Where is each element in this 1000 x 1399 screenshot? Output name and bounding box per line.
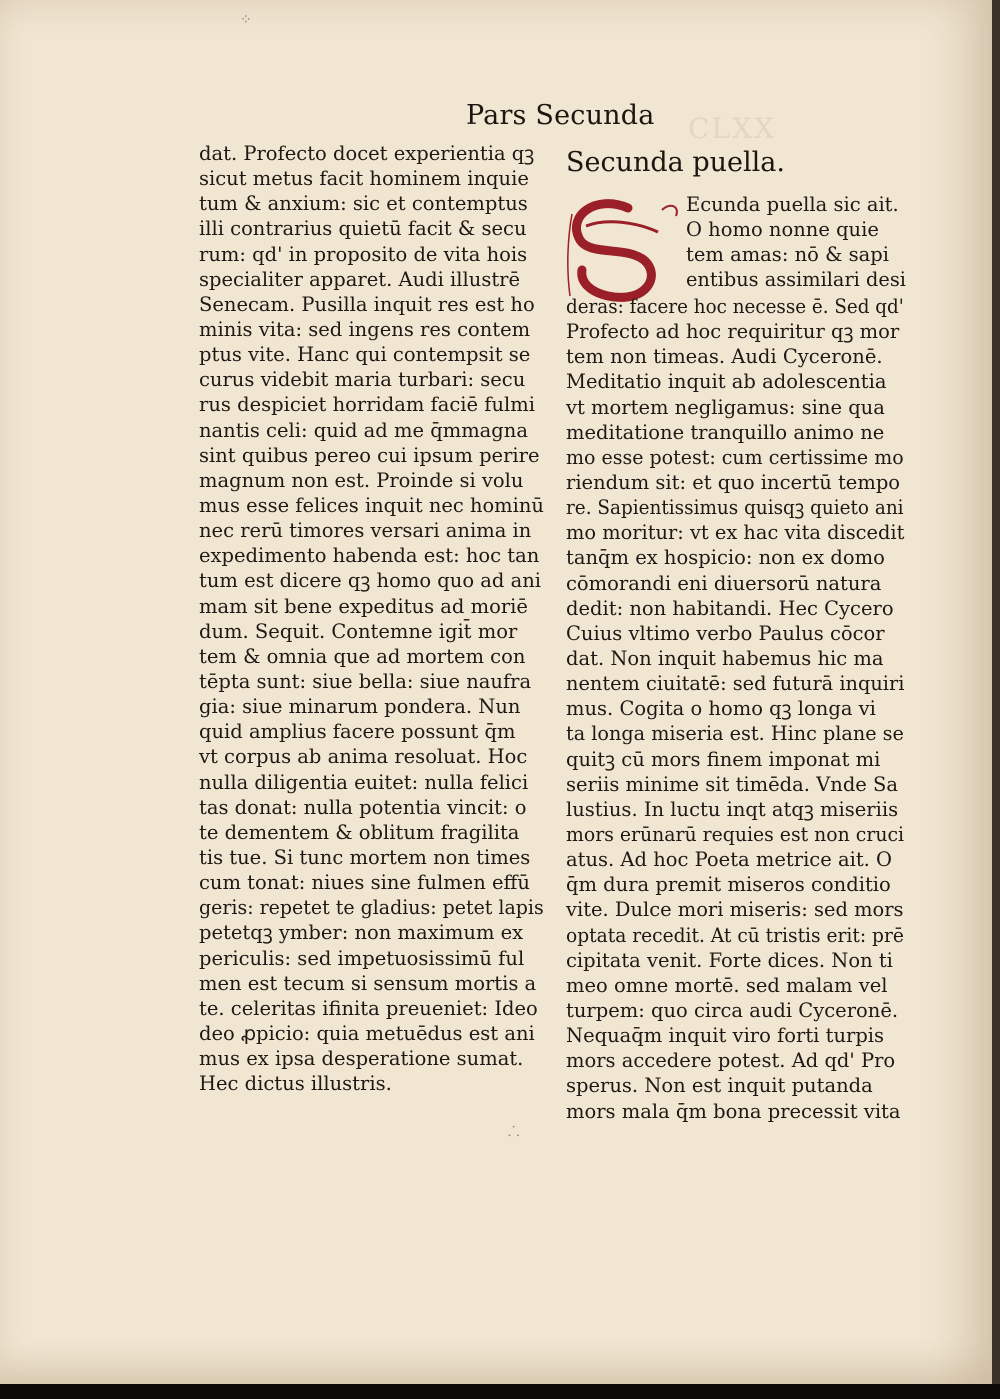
text-line: tum & anxium: sic et contemptus — [199, 192, 528, 216]
text-line: te dementem & oblitum fragilita — [199, 820, 520, 844]
text-line: periculis: sed impetuosissimū ful — [199, 946, 525, 970]
text-line: tem non timeas. Audi Cyceronē. — [566, 345, 883, 369]
text-line: cum tonat: niues sine fulmen effū — [199, 871, 530, 895]
text-line: quid amplius facere possunt q̄m — [199, 720, 516, 744]
section-heading: Secunda puella. — [566, 147, 785, 178]
text-line: cipitata venit. Forte dices. Non ti — [566, 948, 893, 972]
rubricated-initial-s-icon — [566, 196, 684, 306]
text-line: nantis celi: quid ad me q̄mmagna — [199, 418, 528, 442]
text-line: nec rerū timores versari anima in — [199, 519, 532, 543]
text-line: Nequaq̄m inquit viro forti turpis — [566, 1024, 885, 1048]
text-line: mo moritur: vt ex hac vita discedit — [566, 521, 905, 545]
text-line: atus. Ad hoc Poeta metrice ait. O — [566, 848, 893, 872]
text-line: ptus vite. Hanc qui contempsit se — [199, 343, 531, 367]
text-line: petetqꝫ ymber: non maximum ex — [199, 921, 524, 945]
text-line: dat. Profecto docet experientia qꝫ — [199, 142, 535, 165]
text-line: sicut metus facit hominem inquie — [199, 167, 529, 191]
text-line: curus videbit maria turbari: secu — [199, 368, 526, 392]
text-line: turpem: quo circa audi Cyceronē. — [566, 998, 899, 1022]
text-line: Hec dictus illustris. — [199, 1072, 392, 1096]
text-line: optata recedit. At cū tristis erit: prē — [566, 923, 904, 947]
initial-text-lines — [686, 192, 908, 293]
text-line: ta longa miseria est. Hinc plane se — [566, 722, 904, 746]
text-line: magnum non est. Proinde si volu — [199, 468, 524, 492]
text-line: meditatione tranquillo animo ne — [566, 420, 885, 444]
initial-text-line: entibus assimilari desi — [686, 268, 906, 292]
text-line: vt mortem negligamus: sine qua — [566, 395, 885, 419]
text-line: mus ex ipsa desperatione sumat. — [199, 1047, 524, 1071]
text-line: tem & omnia que ad mortem con — [199, 644, 526, 668]
initial-text-line: O homo nonne quie — [686, 218, 879, 242]
text-line: nulla diligentia euitet: nulla felici — [199, 770, 529, 794]
text-line: specialiter apparet. Audi illustrē — [199, 267, 521, 291]
text-line: geris: repetet te gladius: petet lapis — [199, 896, 544, 920]
text-line: meo omne mortē. sed malam vel — [566, 973, 888, 997]
text-line: Profecto ad hoc requiritur qꝫ mor — [566, 320, 900, 344]
text-line: gia: siue minarum pondera. Nun — [199, 695, 521, 719]
running-head: Pars Secunda — [466, 100, 655, 131]
text-line: lustius. In luctu inqt atqꝫ miseriis — [566, 797, 899, 821]
text-line: Senecam. Pusilla inquit res est ho — [199, 292, 535, 316]
text-line: deras: facere hoc necesse ē. Sed qd' — [566, 295, 904, 318]
text-line: tas donat: nulla potentia vincit: o — [199, 795, 527, 819]
text-line: te. celeritas ifinita preueniet: Ideo — [199, 996, 538, 1020]
text-line: vite. Dulce mori miseris: sed mors — [566, 898, 904, 922]
text-line: sint quibus pereo cui ipsum perire — [199, 443, 540, 467]
text-line: rus despiciet horridam faciē fulmi — [199, 393, 536, 417]
text-line: dat. Non inquit habemus hic ma — [566, 646, 884, 670]
text-line: tanq̄m ex hospicio: non ex domo — [566, 546, 885, 570]
right-text-column — [566, 294, 906, 1124]
text-line: tis tue. Si tunc mortem non times — [199, 845, 531, 869]
text-line: seriis minime sit timēda. Vnde Sa — [566, 772, 899, 796]
bleed-through-text: CLXX — [688, 112, 776, 145]
initial-text-line: tem amas: nō & sapi — [686, 243, 889, 267]
text-line: sperus. Non est inquit putanda — [566, 1074, 873, 1098]
text-line: re. Sapientissimus quisqꝫ quieto ani — [566, 496, 904, 520]
text-line: riendum sit: et quo incertū tempo — [566, 470, 901, 494]
text-line: mors mala q̄m bona precessit vita — [566, 1099, 901, 1123]
text-line: tum est dicere qꝫ homo quo ad ani — [199, 569, 541, 593]
text-line: illi contrarius quietū facit & secu — [199, 217, 527, 241]
text-line: mors accedere potest. Ad qd' Pro — [566, 1049, 896, 1073]
text-line: nentem ciuitatē: sed futurā inquiri — [566, 672, 905, 696]
text-line: q̄m dura premit miseros conditio — [566, 873, 891, 897]
text-line: dum. Sequit. Contemne igit̄ mor — [199, 619, 518, 643]
text-line: men est tecum si sensum mortis a — [199, 971, 537, 995]
text-line: cōmorandi eni diuersorū natura — [566, 571, 882, 595]
page-edge — [992, 0, 1000, 1399]
text-line: mam sit bene expeditus ad moriē — [199, 594, 528, 618]
text-line: Cuius vltimo verbo Paulus cōcor — [566, 621, 885, 645]
margin-mark: ⸫ — [508, 1124, 520, 1140]
text-line: mors erūnarū requies est non cruci — [566, 822, 905, 846]
text-line: minis vita: sed ingens res contem — [199, 317, 531, 341]
left-text-column — [199, 141, 544, 1096]
text-line: dedit: non habitandi. Hec Cycero — [566, 596, 894, 620]
text-line: mo esse potest: cum certissime mo — [566, 445, 904, 469]
text-line: deo ꝓpicio: quia metuēdus est ani — [199, 1021, 535, 1045]
text-line: mus. Cogita o homo qꝫ longa vi — [566, 697, 876, 721]
text-line: vt corpus ab anima resoluat. Hoc — [199, 745, 528, 769]
text-line: mus esse felices inquit nec hominū — [199, 493, 544, 517]
text-line: rum: qd' in proposito de vita hois — [199, 242, 528, 266]
page-bottom-edge — [0, 1384, 1000, 1399]
margin-mark: ⁘ — [240, 12, 252, 28]
initial-text-line: Ecunda puella sic ait. — [686, 193, 899, 216]
text-line: Meditatio inquit ab adolescentia — [566, 370, 887, 394]
text-line: quitꝫ cū mors finem imponat mi — [566, 747, 881, 771]
text-line: tēpta sunt: siue bella: siue naufra — [199, 669, 532, 693]
text-line: expedimento habenda est: hoc tan — [199, 544, 540, 568]
